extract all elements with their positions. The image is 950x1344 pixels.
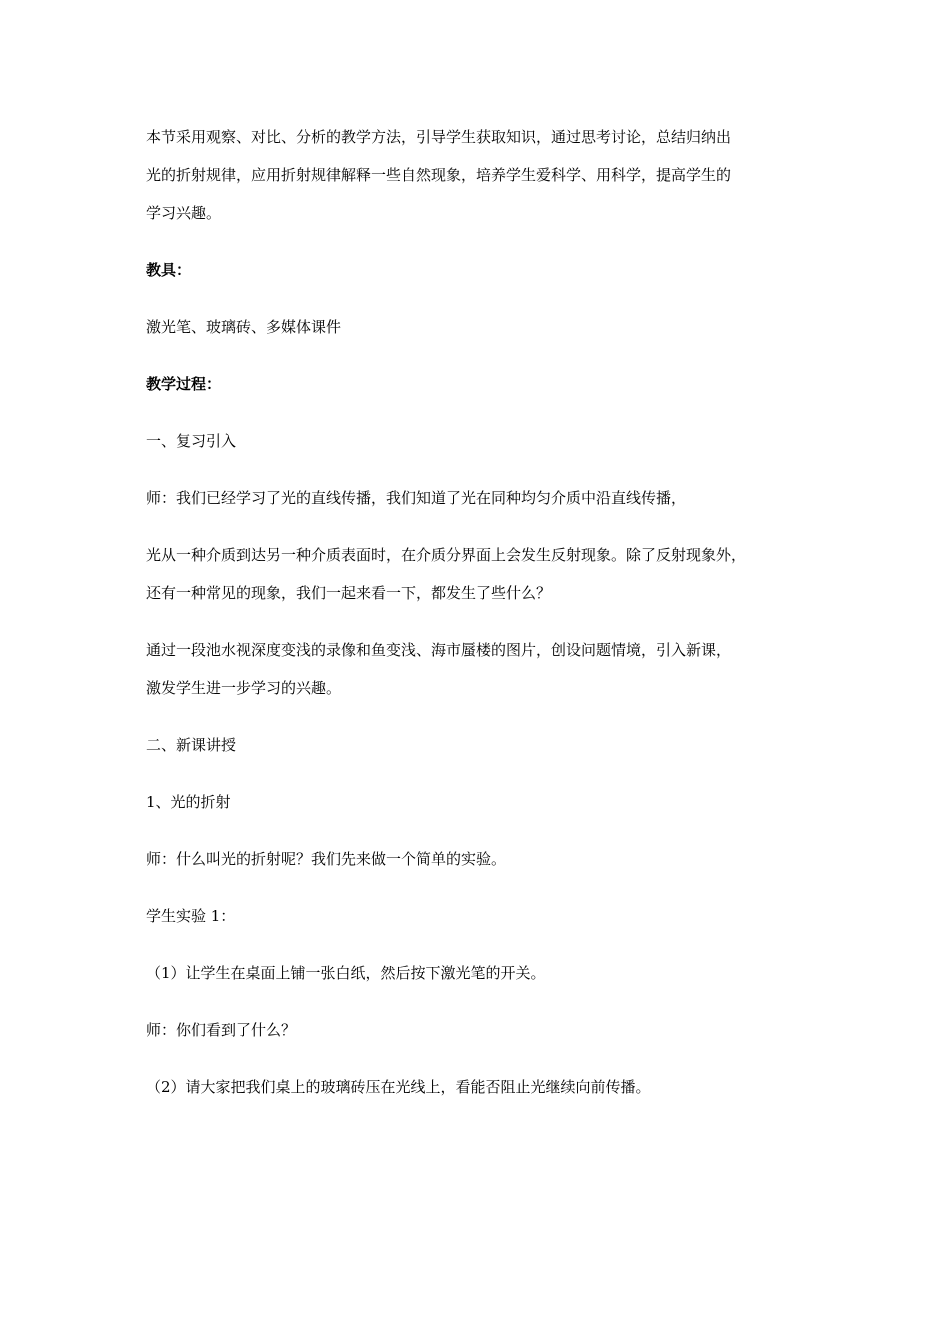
step-review-intro: 一、复习引入 [146,432,237,450]
intro-line-2: 光的折射规律，应用折射规律解释一些自然现象，培养学生爱科学、用科学，提高学生的 [146,166,732,184]
reflection-line-2: 还有一种常见的现象，我们一起来看一下，都发生了些什么？ [146,584,552,602]
section-heading-teaching-aids: 教具： [146,261,192,279]
intro-line-1: 本节采用观察、对比、分析的教学方法，引导学生获取知识，通过思考讨论，总结归纳出 [146,128,732,146]
teaching-aids-list: 激光笔、玻璃砖、多媒体课件 [146,318,342,336]
section-heading-teaching-process: 教学过程： [146,375,222,393]
step-new-lesson: 二、新课讲授 [146,736,237,754]
scenario-line-1: 通过一段池水视深度变浅的录像和鱼变浅、海市蜃楼的图片，创设问题情境，引入新课， [146,641,732,659]
reflection-line-1: 光从一种介质到达另一种介质表面时，在介质分界面上会发生反射现象。除了反射现象外， [146,546,747,564]
teacher-ask: 师：你们看到了什么？ [146,1021,297,1039]
teacher-question: 师：什么叫光的折射呢？我们先来做一个简单的实验。 [146,850,507,868]
experiment-step-1: （1）让学生在桌面上铺一张白纸，然后按下激光笔的开关。 [146,964,546,982]
document-page [146,118,826,1106]
teacher-line-1: 师：我们已经学习了光的直线传播，我们知道了光在同种均匀介质中沿直线传播， [146,489,687,507]
scenario-line-2: 激发学生进一步学习的兴趣。 [146,679,342,697]
experiment-step-2: （2）请大家把我们桌上的玻璃砖压在光线上，看能否阻止光继续向前传播。 [146,1078,651,1096]
intro-line-3: 学习兴趣。 [146,204,222,222]
subsection-refraction: 1、光的折射 [146,793,231,811]
student-experiment-label: 学生实验 1： [146,907,236,925]
